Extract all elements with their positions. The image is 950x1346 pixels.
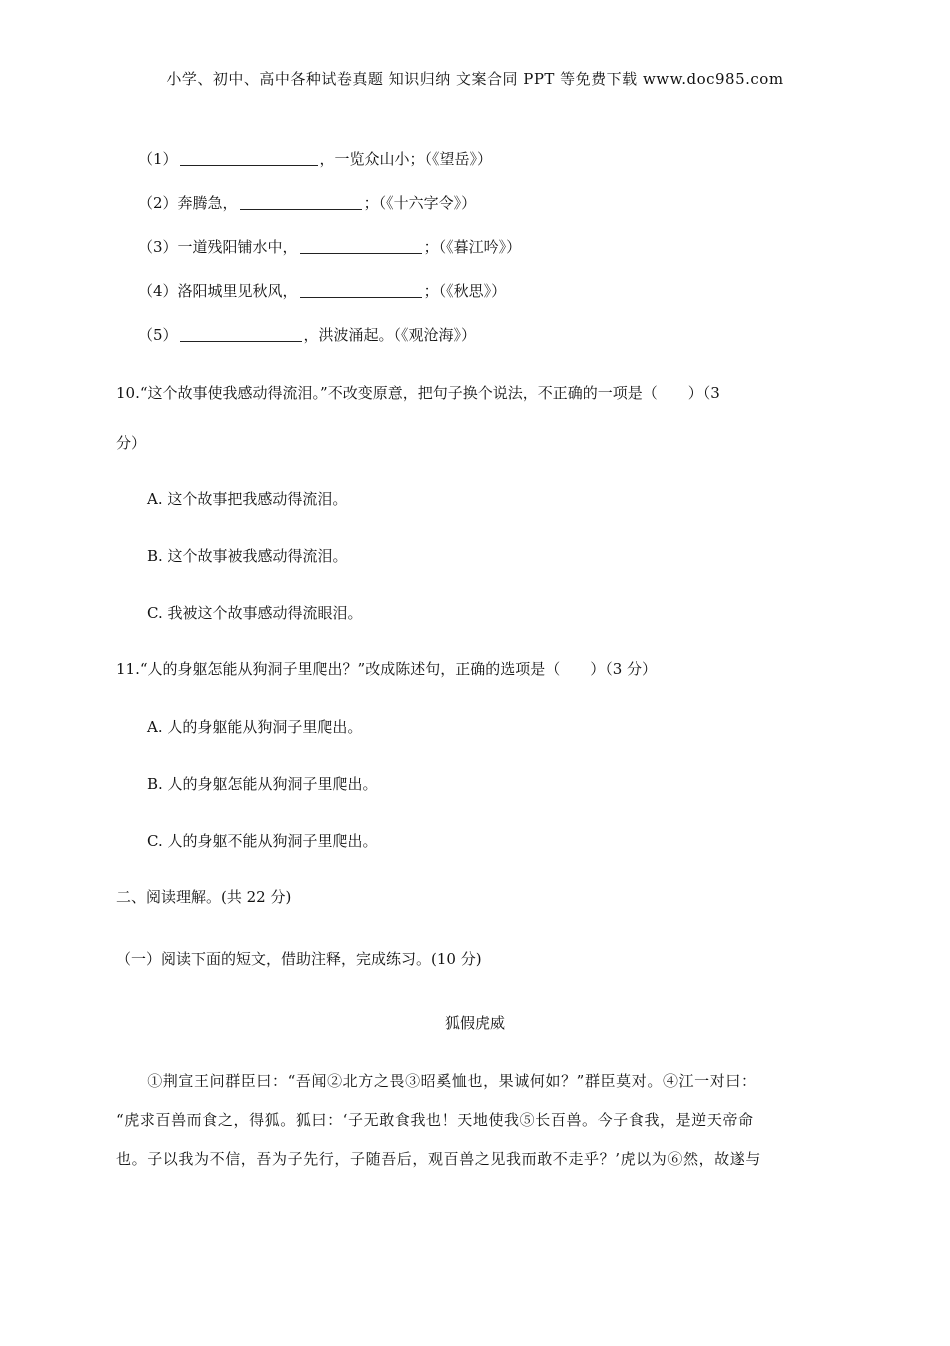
answer-blank[interactable]	[180, 151, 318, 166]
passage-line-2: “虎求百兽而食之，得狐。狐曰：‘子无敢食我也！天地使我⑤长百兽。今子食我，是逆天帝命	[116, 1111, 754, 1129]
q10-stem: 10.“这个故事使我感动得流泪。”不改变原意，把句子换个说法，不正确的一项是（ ）（3	[116, 384, 720, 402]
q10-option-a[interactable]: A. 这个故事把我感动得流泪。	[147, 490, 348, 508]
passage-line-3: 也。子以我为不信，吾为子先行，子随吾后，观百兽之见我而敢不走乎？’虎以为⑥然，故遂与	[116, 1150, 761, 1168]
fill-item-2	[138, 192, 476, 213]
fill-item-number: （4）	[138, 282, 178, 300]
q11-option-c[interactable]: C. 人的身躯不能从狗洞子里爬出。	[147, 832, 378, 850]
q11-stem: 11.“人的身躯怎能从狗洞子里爬出？”改成陈述句，正确的选项是（ ）（3 分）	[116, 660, 658, 678]
passage-line-1: ①荆宣王问群臣曰：“吾闻②北方之畏③昭奚恤也，果诚何如？”群臣莫对。④江一对曰：	[116, 1072, 757, 1090]
q11-option-b[interactable]: B. 人的身躯怎能从狗洞子里爬出。	[147, 775, 378, 793]
fill-item-before: 一道残阳铺水中，	[177, 238, 298, 256]
fill-item-4	[138, 280, 506, 301]
fill-item-before: 奔腾急，	[177, 194, 238, 212]
q10-option-c[interactable]: C. 我被这个故事感动得流眼泪。	[147, 604, 363, 622]
fill-item-after: ，洪波涌起。（《观沧海》）	[303, 326, 477, 344]
answer-blank[interactable]	[300, 239, 422, 254]
fill-item-number: （3）	[138, 238, 178, 256]
q11-option-a[interactable]: A. 人的身躯能从狗洞子里爬出。	[147, 718, 363, 736]
fill-item-1	[138, 148, 492, 169]
answer-blank[interactable]	[300, 283, 422, 298]
page-header: 小学、初中、高中各种试卷真题 知识归纳 文案合同 PPT 等免费下载 www.doc985.com	[166, 70, 784, 88]
answer-blank[interactable]	[180, 327, 302, 342]
passage-title: 狐假虎威	[444, 1014, 505, 1032]
fill-item-number: （1）	[138, 150, 178, 168]
sub-section-heading: （一）阅读下面的短文，借助注释，完成练习。(10 分)	[116, 950, 482, 968]
q10-stem-continued: 分）	[116, 434, 147, 452]
q10-option-b[interactable]: B. 这个故事被我感动得流泪。	[147, 547, 348, 565]
fill-item-after: ，一览众山小；（《望岳》）	[319, 150, 493, 168]
fill-item-before: 洛阳城里见秋风，	[177, 282, 298, 300]
section-heading: 二、阅读理解。(共 22 分)	[116, 888, 292, 906]
fill-item-number: （2）	[138, 194, 178, 212]
fill-item-number: （5）	[138, 326, 178, 344]
fill-item-after: ；（《十六字令》）	[363, 194, 477, 212]
fill-item-after: ；（《秋思》）	[423, 282, 507, 300]
fill-item-3	[138, 236, 521, 257]
fill-item-5	[138, 324, 476, 345]
fill-item-after: ；（《暮江吟》）	[423, 238, 522, 256]
answer-blank[interactable]	[240, 195, 362, 210]
